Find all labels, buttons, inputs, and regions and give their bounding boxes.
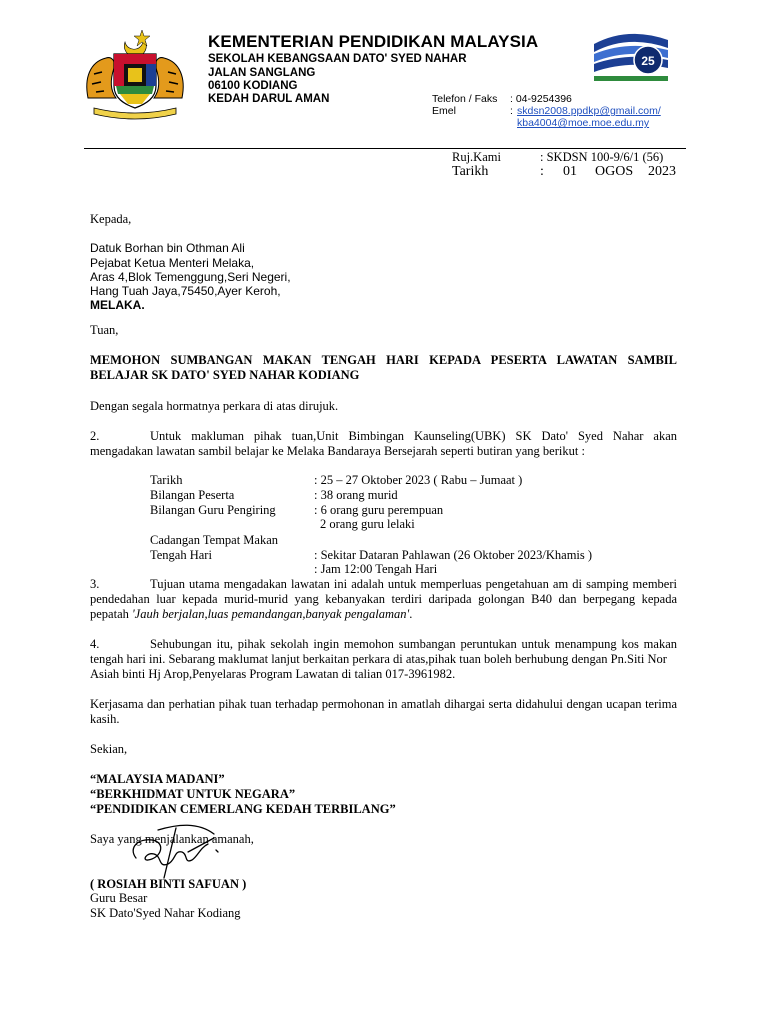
para2-line2: mengadakan lawatan sambil belajar ke Melaka Bandaraya Bersejarah seperti butiran yang berikut :	[90, 444, 585, 458]
detail-guru-value1: : 6 orang guru perempuan	[314, 503, 444, 517]
para3-line3-prefix: pepatah	[90, 607, 132, 621]
address-street: JALAN SANGLANG	[208, 67, 316, 79]
handwritten-signature	[118, 808, 228, 886]
detail-guru-value2: 2 orang guru lelaki	[320, 517, 415, 531]
recipient-kepada: Kepada,	[90, 212, 132, 226]
emblem-number: 25	[641, 54, 655, 68]
motto-malaysia-madani: “MALAYSIA MADANI”	[90, 772, 225, 786]
subject-line2: BELAJAR SK DATO' SYED NAHAR KODIANG	[90, 368, 360, 382]
reference-number: : SKDSN 100-9/6/1 (56)	[540, 150, 664, 164]
closing-line2: kasih.	[90, 712, 120, 726]
signatory-name: ( ROSIAH BINTI SAFUAN )	[90, 877, 247, 891]
motto-berkhidmat: “BERKHIDMAT UNTUK NEGARA”	[90, 787, 296, 801]
para3-proverb: 'Jauh berjalan,luas pemandangan,banyak pengalaman'	[132, 607, 410, 621]
detail-peserta-label: Bilangan Peserta	[150, 488, 235, 502]
amanah-text: Saya yang menjalankan amanah,	[90, 832, 254, 846]
ministry-name: KEMENTERIAN PENDIDIKAN MALAYSIA	[208, 32, 539, 51]
detail-peserta-value: : 38 orang murid	[314, 488, 398, 502]
sekian: Sekian,	[90, 742, 128, 756]
school-name: SEKOLAH KEBANGSAAN DATO' SYED NAHAR	[208, 53, 467, 65]
email-link-secondary[interactable]: kba4004@moe.moe.edu.my	[517, 117, 650, 129]
para3-line1: Tujuan utama mengadakan lawatan ini adalah untuk memperluas pengetahuan am di samping memberi	[150, 577, 677, 591]
date-separator: :	[540, 164, 544, 179]
intro-text: Dengan segala hormatnya perkara di atas dirujuk.	[90, 399, 339, 413]
detail-guru-label: Bilangan Guru Pengiring	[150, 503, 276, 517]
reference-label: Ruj.Kami	[452, 150, 501, 164]
motto-pendidikan: “PENDIDIKAN CEMERLANG KEDAH TERBILANG”	[90, 802, 396, 816]
signatory-school: SK Dato'Syed Nahar Kodiang	[90, 906, 241, 920]
detail-tempat-label1: Cadangan Tempat Makan	[150, 533, 279, 547]
para3-line3	[90, 607, 412, 622]
para3-line3-suffix: .	[409, 607, 413, 621]
detail-tempat-value1: : Sekitar Dataran Pahlawan (26 Oktober 2023/Khamis )	[314, 548, 593, 562]
detail-tarikh-label: Tarikh	[150, 473, 183, 487]
para4-number: 4.	[90, 637, 100, 651]
para3-line2: pendedahan luar kepada murid-murid yang kebanyakan terdiri daripada golongan B40 dan berpegang kepada	[90, 592, 677, 606]
signatory-position: Guru Besar	[90, 891, 148, 905]
detail-tarikh-value: : 25 – 27 Oktober 2023 ( Rabu – Jumaat )	[314, 473, 523, 487]
subject-line1: MEMOHON SUMBANGAN MAKAN TENGAH HARI KEPADA PESERTA LAWATAN SAMBIL	[90, 353, 677, 367]
recipient-address-line2: Hang Tuah Jaya,75450,Ayer Keroh,	[90, 284, 281, 298]
school-emblem-logo	[588, 28, 674, 86]
para2-line1: Untuk makluman pihak tuan,Unit Bimbingan Kaunseling(UBK) SK Dato' Syed Nahar akan	[150, 429, 677, 443]
date-year: 2023	[648, 164, 676, 179]
para4-line1: Sehubungan itu, pihak sekolah ingin memohon sumbangan peruntukan untuk menampung kos makan	[150, 637, 677, 651]
closing-line1: Kerjasama dan perhatian pihak tuan terhadap permohonan in amatlah dihargai serta didahului dengan ucapan terima	[90, 697, 677, 711]
email-link-primary[interactable]: skdsn2008.ppdkp@gmail.com/	[517, 105, 661, 117]
para2-number: 2.	[90, 429, 100, 443]
para3-number: 3.	[90, 577, 100, 591]
detail-tempat-value2: : Jam 12:00 Tengah Hari	[314, 562, 438, 576]
para4-line2: tengah hari ini. Sebarang maklumat lanjut berkaitan perkara di atas,pihak tuan boleh berhubung dengan Pn.Siti Nor	[90, 652, 667, 666]
address-postcode: 06100 KODIANG	[208, 80, 298, 92]
email-separator: :	[510, 105, 513, 117]
salutation: Tuan,	[90, 323, 119, 337]
address-state: KEDAH DARUL AMAN	[208, 93, 330, 105]
phone-label: Telefon / Faks	[432, 93, 498, 105]
recipient-name: Datuk Borhan bin Othman Ali	[90, 241, 245, 255]
letterhead-divider	[84, 148, 686, 149]
date-label: Tarikh	[452, 164, 489, 179]
phone-value: : 04-9254396	[510, 93, 572, 105]
recipient-address-line1: Aras 4,Blok Temenggung,Seri Negeri,	[90, 270, 291, 284]
detail-tempat-label2: Tengah Hari	[150, 548, 212, 562]
recipient-address-line3: MELAKA.	[90, 298, 145, 312]
malaysia-coat-of-arms-logo	[80, 28, 190, 120]
email-label: Emel	[432, 105, 456, 117]
recipient-office: Pejabat Ketua Menteri Melaka,	[90, 256, 255, 270]
para4-line3: Asiah binti Hj Arop,Penyelaras Program Lawatan di talian 017-3961982.	[90, 667, 456, 681]
date-month: OGOS	[595, 164, 634, 179]
date-day: 01	[563, 164, 577, 179]
